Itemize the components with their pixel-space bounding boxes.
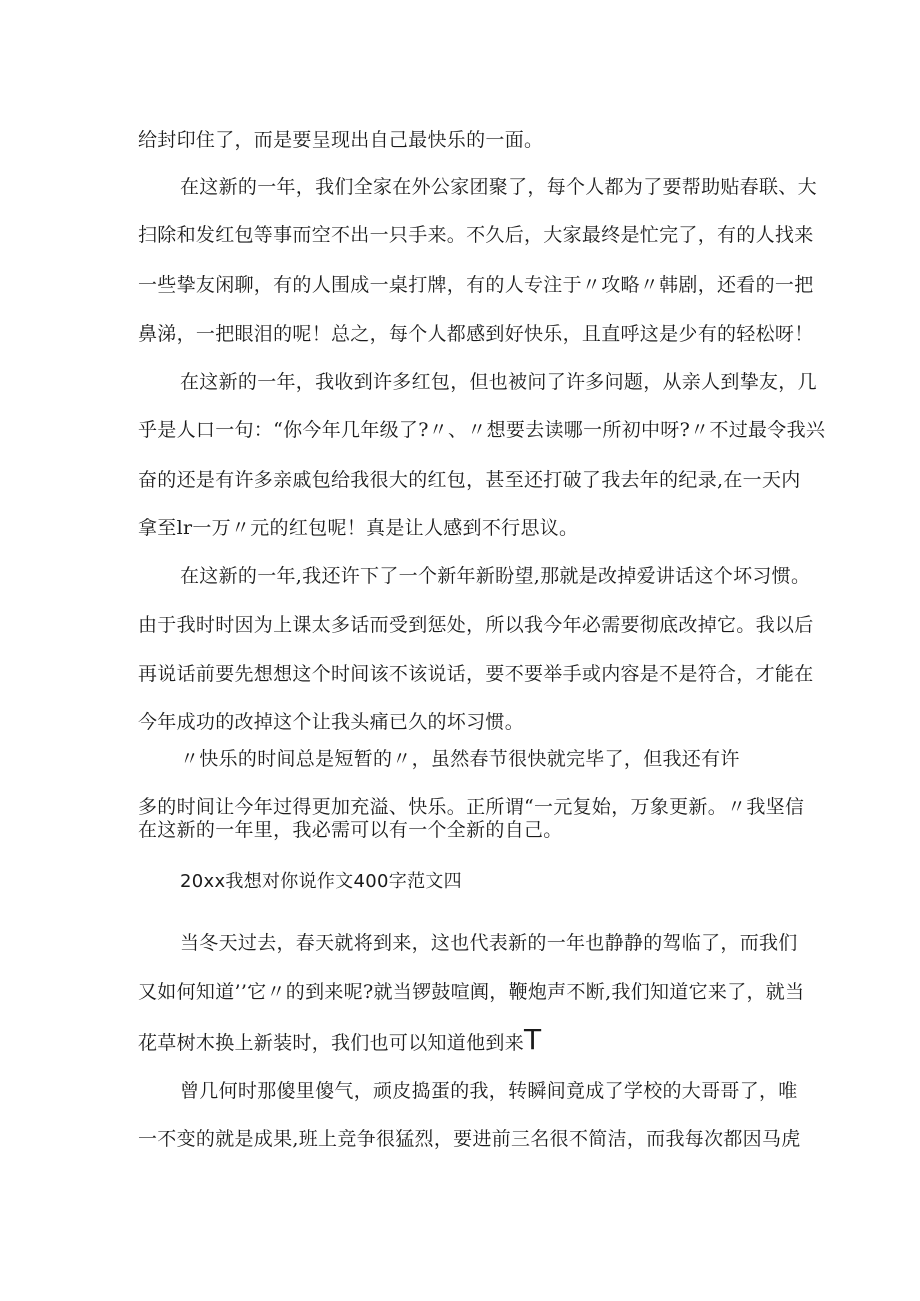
text-line: 一不变的就是成果,班上竞争很猛烈，要进前三名很不简洁，而我每次都因马虎 [138, 1128, 801, 1150]
text-line: 乎是人口一句：“你今年几年级了?〃、〃想要去读哪一所初中呀?〃不过最令我兴 [138, 419, 826, 441]
text-line: 〃快乐的时间总是短暂的〃，虽然春节很快就完毕了，但我还有许 [180, 748, 740, 770]
text-line: 曾几何时那傻里傻气，顽皮捣蛋的我，转瞬间竟成了学校的大哥哥了，唯 [180, 1080, 798, 1102]
text-line: 再说话前要先想想这个时间该不该说话，要不要举手或内容是不是符合，才能在 [138, 663, 814, 685]
text-line: 由于我时时因为上课太多话而受到惩处，所以我今年必需要彻底改掉它。我以后 [138, 614, 814, 636]
text-line: 当冬天过去，春天就将到来，这也代表新的一年也静静的驾临了，而我们 [180, 932, 798, 954]
text-line: 给封印住了，而是要呈现出自己最快乐的一面。 [138, 129, 544, 151]
text-line: 今年成功的改掉这个让我头痛已久的坏习惯。 [138, 711, 525, 733]
text-line: 花草树木换上新装时，我们也可以知道他到来 [138, 1032, 525, 1054]
text-line: 在这新的一年,我还许下了一个新年新盼望,那就是改掉爱讲话这个坏习惯。 [180, 565, 811, 587]
trailing-glyph: T [524, 1023, 542, 1056]
section-heading: 20xx我想对你说作文400字范文四 [180, 871, 462, 892]
text-line: 一些挚友闲聊，有的人围成一桌打牌，有的人专注于〃攻略〃韩剧，还看的一把 [138, 274, 814, 296]
text-line: 拿至lr一万〃元的红包呢！真是让人感到不行思议。 [138, 517, 579, 539]
text-line: 又如何知道’’它〃的到来呢?就当锣鼓喧阗，鞭炮声不断,我们知道它来了，就当 [138, 981, 805, 1003]
text-line: 多的时间让今年过得更加充溢、快乐。正所谓“一元复始，万象更新。〃我坚信 [138, 796, 805, 818]
text-line: 在这新的一年里，我必需可以有一个全新的自己。 [138, 819, 563, 841]
text-line: 在这新的一年，我们全家在外公家团聚了，每个人都为了要帮助贴春联、大 [180, 176, 817, 198]
text-line: 奋的还是有许多亲戚包给我很大的红包，甚至还打破了我去年的纪录,在一天内 [138, 469, 801, 491]
text-line: 在这新的一年，我收到许多红包，但也被问了许多问题，从亲人到挚友，几 [180, 371, 817, 393]
text-line-with-glyph [138, 1023, 542, 1056]
text-line: 鼻涕，一把眼泪的呢！总之，每个人都感到好快乐，且直呼这是少有的轻松呀！ [138, 323, 814, 345]
text-line: 扫除和发红包等事而空不出一只手来。不久后，大家最终是忙完了，有的人找来 [138, 224, 814, 246]
